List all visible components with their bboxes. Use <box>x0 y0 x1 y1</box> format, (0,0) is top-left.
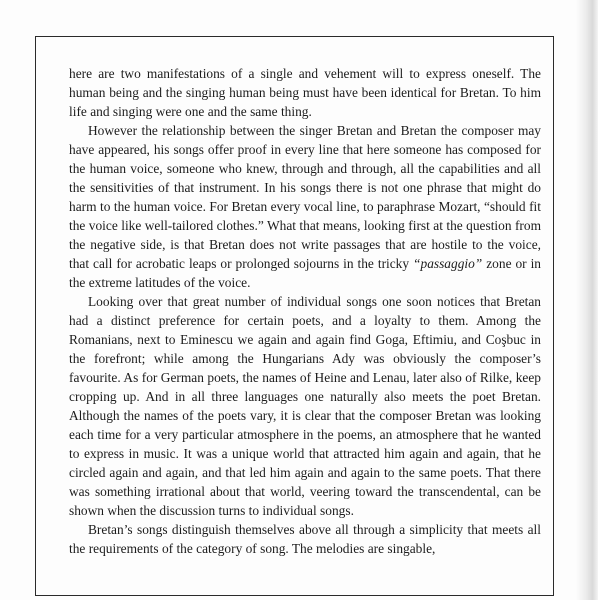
body-text <box>69 64 541 558</box>
paragraph-1 <box>69 64 541 121</box>
paragraph-1-text: here are two manifestations of a single and vehement will to express oneself. The human being and the singing human being must have been identical for Bretan. To him life and singing were one and the same thing. <box>69 66 541 119</box>
paragraph-3-text: Looking over that great number of individual songs one soon notices that Bretan had a distinct preference for certain poets, and a loyalty to them. Among the Romanians, next to Eminescu we again and again find Goga, Eftimiu, and Coşbuc in the forefront; while among the Hungarians Ady was obviously the composer’s favourite. As for German poets, the names of Heine and Lenau, later also of Rilke, keep cropping up. And in all three languages one naturally also meets the poet Bretan. Although the names of the poets vary, it is clear that the composer Bretan was looking each time for a very particular atmosphere in the poems, an atmosphere that he wanted to express in music. It was a unique world that attracted him again and again, that he circled again and again, and that led him again and again to the same poets. That there was something irrational about that world, veering toward the transcendental, can be shown when the discussion turns to individual songs. <box>69 294 541 518</box>
paragraph-2-italic-term: “passaggio” <box>413 256 483 271</box>
paragraph-4-text: Bretan’s songs distinguish themselves above all through a simplicity that meets all the requirements of the category of song. The melodies are singable, <box>69 522 541 556</box>
paragraph-3 <box>69 292 541 520</box>
page-spine-shadow <box>576 0 598 600</box>
paragraph-2 <box>69 121 541 292</box>
paragraph-4 <box>69 520 541 558</box>
paragraph-2-text-a: However the relationship between the singer Bretan and Bretan the composer may have appeared, his songs offer proof in every line that here someone has composed for the human voice, someone who knew, through and through, all the capabilities and all the sensitivities of that instrument. In his songs there is not one phrase that might do harm to the human voice. For Bretan every vocal line, to paraphrase Mozart, “should fit the voice like well-tailored clothes.” What that means, looking first at the question from the negative side, is that Bretan does not write passages that are hostile to the voice, that call for acrobatic leaps or prolonged sojourns in the tricky <box>69 123 541 271</box>
paragraph-2-text-b: zone or in the extreme latitudes of the voice. <box>69 256 542 290</box>
